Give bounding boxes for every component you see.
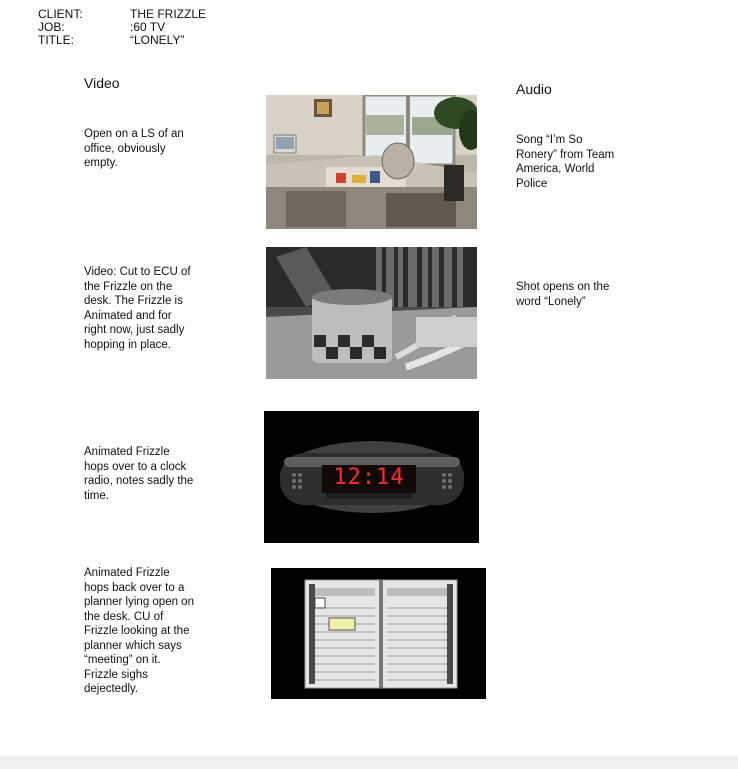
clock-radio-photo <box>264 411 479 543</box>
scene-1-audio-text: Song “I’m So Ronery” from Team America, World Police <box>516 134 615 190</box>
title-label: TITLE: <box>38 33 75 47</box>
bottom-bar <box>0 756 738 769</box>
office-photo <box>266 95 477 229</box>
scene-3-video-text: Animated Frizzle hops over to a clock radio, notes sadly the time. <box>84 446 194 502</box>
script-header <box>38 8 206 47</box>
scene-1-video-text: Open on a LS of an office, obviously empty. <box>84 128 184 169</box>
frizzle-mug-photo <box>266 247 477 379</box>
client-label: CLIENT: <box>38 7 83 21</box>
job-value: :60 TV <box>130 20 166 34</box>
job-label: JOB: <box>38 20 65 34</box>
scene-4-video-text: Animated Frizzle hops back over to a planner lying open on the desk. CU of Frizzle looking at the planner which says “meeting” on it. Frizzle sighs dejectedly. <box>84 567 194 695</box>
title-value: “LONELY” <box>130 33 185 47</box>
audio-column-title: Audio <box>516 81 552 97</box>
planner-photo <box>271 568 486 699</box>
scene-2-audio-text: Shot opens on the word “Lonely” <box>516 281 610 308</box>
video-column-title: Video <box>84 75 120 91</box>
client-value: THE FRIZZLE <box>130 7 207 21</box>
clock-display: 12:14 <box>333 465 405 490</box>
scene-2-video-text: Video: Cut to ECU of the Frizzle on the desk. The Frizzle is Animated and for right now, just sadly hopping in place. <box>84 266 191 351</box>
